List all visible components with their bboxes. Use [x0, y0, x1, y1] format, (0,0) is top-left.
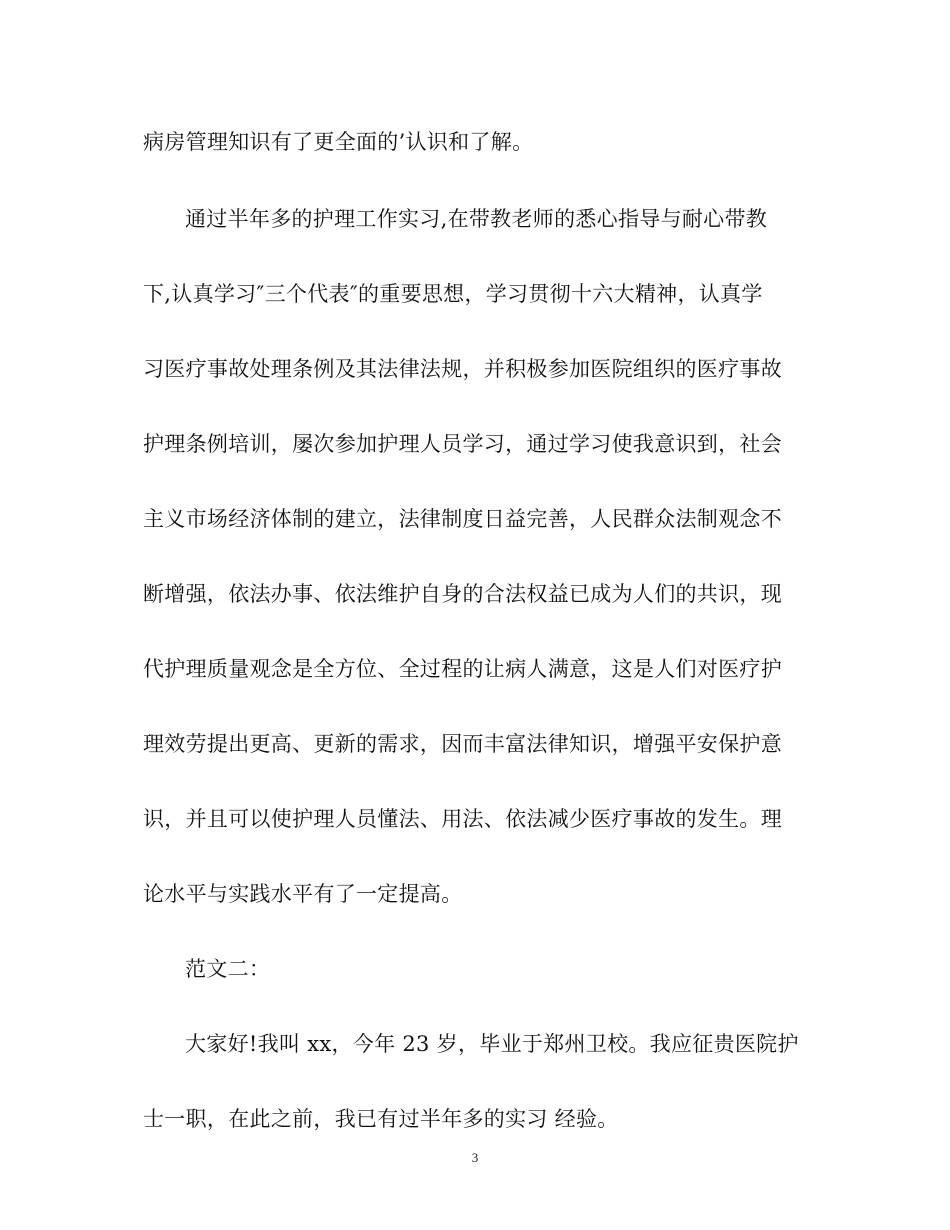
section-heading: 范文二：: [185, 957, 271, 981]
text-line-1: 病房管理知识有了更全面的’认识和了解。: [143, 130, 534, 154]
text-line-5: 护理条例培训，屡次参加护理人员学习，通过学习使我意识到，社会: [143, 432, 782, 456]
text-line-9: 理效劳提出更高、更新的需求，因而丰富法律知识，增强平安保护意: [143, 732, 782, 756]
text-line-6: 主义市场经济体制的建立，法律制度日益完善，人民群众法制观念不: [143, 507, 782, 531]
text-line-11: 论水平与实践水平有了一定提高。: [143, 882, 463, 906]
text-line-2: 通过半年多的护理工作实习,在带教老师的悉心指导与耐心带教: [185, 207, 768, 231]
text-line-7: 断增强，依法办事、依法维护自身的合法权益已成为人们的共识，现: [143, 582, 782, 606]
text-line-13: 大家好!我叫 xx，今年 23 岁，毕业于郑州卫校。我应征贵医院护: [185, 1032, 799, 1056]
page-number: 3: [471, 1150, 479, 1165]
text-line-4: 习医疗事故处理条例及其法律法规，并积极参加医院组织的医疗事故: [143, 357, 782, 381]
text-line-10: 识，并且可以使护理人员懂法、用法、依法减少医疗事故的发生。理: [143, 807, 782, 831]
text-line-8: 代护理质量观念是全方位、全过程的让病人满意，这是人们对医疗护: [143, 657, 782, 681]
text-line-14: 士一职，在此之前，我已有过半年多的实习 经验。: [143, 1107, 619, 1131]
text-line-3: 下,认真学习″三个代表″的重要思想，学习贯彻十六大精神，认真学: [143, 282, 763, 306]
